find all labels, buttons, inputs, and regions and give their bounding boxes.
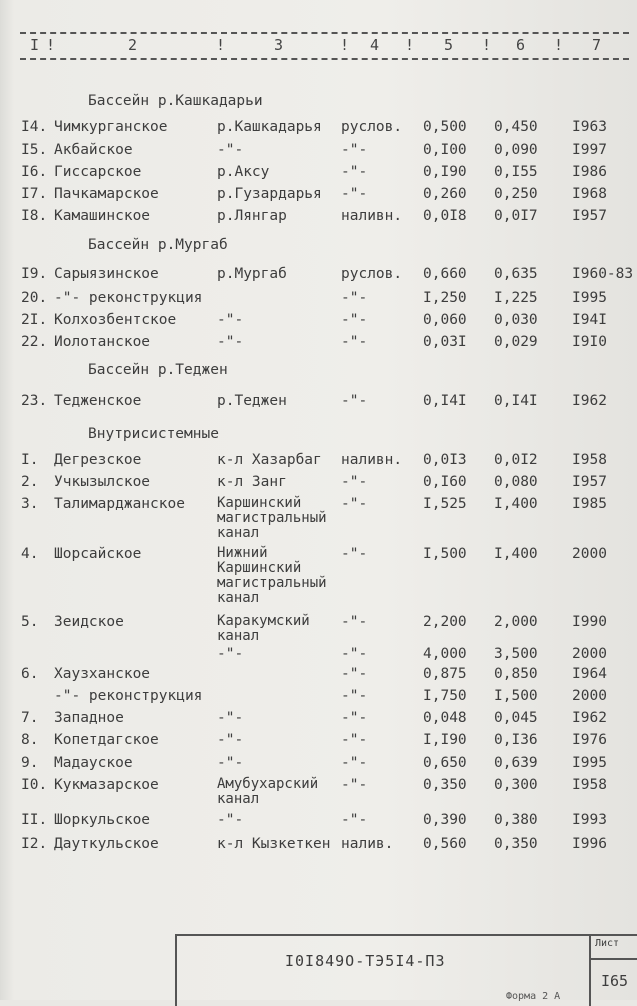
reservoir-type: -"- [341, 312, 368, 328]
row-number: I. [21, 452, 39, 468]
volume-total: 0,048 [423, 710, 467, 726]
reservoir-name: Камашинское [54, 208, 151, 224]
water-source: -"- [217, 646, 244, 662]
reservoir-name: Чимкурганское [54, 119, 168, 135]
table-row [0, 495, 637, 541]
volume-total: 4,000 [423, 646, 467, 662]
volume-useful: 0,300 [494, 777, 538, 793]
table-row [0, 119, 637, 141]
reservoir-name: Пачкамарское [54, 186, 159, 202]
column-header-7: 7 [592, 36, 602, 54]
row-number: 3. [21, 496, 39, 512]
volume-useful: 0,635 [494, 266, 538, 282]
reservoir-type: -"- [341, 334, 368, 350]
year-built: I94I [572, 312, 607, 328]
water-source: Каршинский магистральный канал [217, 495, 327, 541]
volume-total: 0,0I3 [423, 452, 467, 468]
reservoir-type: -"- [341, 142, 368, 158]
column-separator: ! [46, 36, 56, 54]
document-code: I0I849О-ТЭ5I4-ПЗ [285, 952, 446, 970]
table-row [0, 290, 637, 312]
volume-total: 0,03I [423, 334, 467, 350]
volume-useful: 0,090 [494, 142, 538, 158]
volume-useful: 0,080 [494, 474, 538, 490]
reservoir-type: -"- [341, 812, 368, 828]
year-built: I9I0 [572, 334, 607, 350]
row-number: 6. [21, 666, 39, 682]
column-header-3: 3 [274, 36, 284, 54]
table-row [0, 334, 637, 356]
row-number: I8. [21, 208, 48, 224]
section-title-murgab: Бассейн р.Мургаб [88, 237, 228, 253]
volume-total: I,750 [423, 688, 467, 704]
table-row [0, 688, 637, 710]
header-top-dashed-line [20, 32, 629, 34]
water-source: -"- [217, 732, 244, 748]
row-number: 9. [21, 755, 39, 771]
volume-useful: I,400 [494, 546, 538, 562]
table-row [0, 776, 637, 807]
column-header-4: 4 [370, 36, 380, 54]
row-number: I2. [21, 836, 48, 852]
table-row [0, 545, 637, 606]
row-number: 7. [21, 710, 39, 726]
volume-total: 0,660 [423, 266, 467, 282]
year-built: I976 [572, 732, 607, 748]
year-built: 2000 [572, 688, 607, 704]
reservoir-name: Зеидское [54, 614, 124, 630]
reservoir-name: Тедженское [54, 393, 142, 409]
table-row [0, 393, 637, 415]
volume-useful: 3,500 [494, 646, 538, 662]
reservoir-name: Сарыязинское [54, 266, 159, 282]
row-number: 2. [21, 474, 39, 490]
row-number: I0. [21, 777, 48, 793]
volume-useful: 0,450 [494, 119, 538, 135]
row-number: 4. [21, 546, 39, 562]
water-source: Нижний Каршинский магистральный канал [217, 545, 327, 606]
volume-total: 0,I4I [423, 393, 467, 409]
reservoir-type: -"- [341, 646, 368, 662]
volume-total: I,500 [423, 546, 467, 562]
volume-useful: 0,850 [494, 666, 538, 682]
volume-total: 0,875 [423, 666, 467, 682]
column-separator: ! [405, 36, 415, 54]
row-number: 5. [21, 614, 39, 630]
water-source: к-л Кызкеткен [217, 836, 331, 852]
table-row [0, 266, 637, 288]
section-title-kashkadarya: Бассейн р.Кашкадарьи [88, 93, 263, 109]
volume-useful: 0,0I2 [494, 452, 538, 468]
volume-useful: 0,639 [494, 755, 538, 771]
year-built: 2000 [572, 646, 607, 662]
table-row [0, 613, 637, 644]
year-built: I993 [572, 812, 607, 828]
row-number: 22. [21, 334, 48, 350]
reservoir-type: -"- [341, 496, 368, 512]
year-built: I962 [572, 393, 607, 409]
table-row [0, 755, 637, 777]
row-number: I4. [21, 119, 48, 135]
table-row [0, 186, 637, 208]
reservoir-name: Колхозбентское [54, 312, 177, 328]
volume-total: 0,650 [423, 755, 467, 771]
row-number: 20. [21, 290, 48, 306]
volume-useful: 0,380 [494, 812, 538, 828]
column-separator: ! [340, 36, 350, 54]
row-number: 2I. [21, 312, 48, 328]
volume-total: 0,060 [423, 312, 467, 328]
water-source: Каракумский канал [217, 613, 310, 644]
row-number: I5. [21, 142, 48, 158]
row-number: I9. [21, 266, 48, 282]
table-row [0, 142, 637, 164]
water-source: р.Лянгар [217, 208, 287, 224]
water-source: к-л Хазарбаг [217, 452, 322, 468]
reservoir-type: -"- [341, 474, 368, 490]
water-source: р.Аксу [217, 164, 270, 180]
year-built: I958 [572, 777, 607, 793]
year-built: I986 [572, 164, 607, 180]
reservoir-name: Дегрезское [54, 452, 142, 468]
volume-useful: 0,350 [494, 836, 538, 852]
volume-useful: 0,250 [494, 186, 538, 202]
water-source: р.Мургаб [217, 266, 287, 282]
reservoir-name: Мадауское [54, 755, 133, 771]
volume-total: 0,260 [423, 186, 467, 202]
year-built: I995 [572, 290, 607, 306]
sheet-label: Лист [595, 938, 620, 949]
reservoir-type: -"- [341, 290, 368, 306]
year-built: I996 [572, 836, 607, 852]
reservoir-name: Кукмазарское [54, 777, 159, 793]
reservoir-type: -"- [341, 777, 368, 793]
volume-total: 0,390 [423, 812, 467, 828]
volume-useful: 0,I36 [494, 732, 538, 748]
volume-total: I,525 [423, 496, 467, 512]
column-header-6: 6 [516, 36, 526, 54]
reservoir-type: наливн. [341, 208, 403, 224]
row-number: 23. [21, 393, 48, 409]
water-source: р.Теджен [217, 393, 287, 409]
section-title-tedzhen: Бассейн р.Теджен [88, 362, 228, 378]
table-row [0, 164, 637, 186]
volume-total: 0,560 [423, 836, 467, 852]
column-separator: ! [482, 36, 492, 54]
reservoir-name: Учкызылское [54, 474, 151, 490]
reservoir-name: -"- реконструкция [54, 290, 203, 306]
reservoir-type: -"- [341, 755, 368, 771]
year-built: I968 [572, 186, 607, 202]
column-header-row [20, 32, 629, 64]
year-built: I958 [572, 452, 607, 468]
volume-useful: 0,029 [494, 334, 538, 350]
year-built: I997 [572, 142, 607, 158]
reservoir-type: -"- [341, 732, 368, 748]
reservoir-type: налив. [341, 836, 394, 852]
reservoir-type: -"- [341, 186, 368, 202]
reservoir-name: Иолотанское [54, 334, 151, 350]
volume-total: 0,0I8 [423, 208, 467, 224]
reservoir-type: -"- [341, 164, 368, 180]
volume-total: 2,200 [423, 614, 467, 630]
reservoir-name: -"- реконструкция [54, 688, 203, 704]
water-source: к-л Занг [217, 474, 287, 490]
water-source: р.Гузардарья [217, 186, 322, 202]
reservoir-name: Талимарджанское [54, 496, 185, 512]
table-row [0, 812, 637, 834]
table-row [0, 646, 637, 668]
reservoir-name: Хаузханское [54, 666, 151, 682]
volume-useful: 0,I4I [494, 393, 538, 409]
title-block-stamp [175, 934, 637, 1006]
table-row [0, 836, 637, 858]
volume-useful: 0,0I7 [494, 208, 538, 224]
volume-total: 0,500 [423, 119, 467, 135]
section-title-internal: Внутрисистемные [88, 426, 219, 442]
column-header-5: 5 [444, 36, 454, 54]
table-row [0, 732, 637, 754]
year-built: I995 [572, 755, 607, 771]
row-number: II. [21, 812, 48, 828]
table-row [0, 474, 637, 496]
table-row [0, 312, 637, 334]
row-number: 8. [21, 732, 39, 748]
water-source: -"- [217, 312, 244, 328]
volume-useful: I,400 [494, 496, 538, 512]
form-label: Форма 2 А [506, 991, 561, 1002]
reservoir-name: Акбайское [54, 142, 133, 158]
water-source: -"- [217, 142, 244, 158]
table-row [0, 710, 637, 732]
water-source: -"- [217, 812, 244, 828]
volume-useful: 0,030 [494, 312, 538, 328]
volume-useful: I,225 [494, 290, 538, 306]
reservoir-type: -"- [341, 614, 368, 630]
column-separator: ! [216, 36, 226, 54]
year-built: I957 [572, 208, 607, 224]
column-header-1: I [30, 36, 40, 54]
column-separator: ! [554, 36, 564, 54]
year-built: 2000 [572, 546, 607, 562]
water-source: -"- [217, 755, 244, 771]
volume-total: I,250 [423, 290, 467, 306]
year-built: I960-83 [572, 266, 634, 282]
water-source: Амубухарский канал [217, 776, 319, 807]
reservoir-type: -"- [341, 546, 368, 562]
year-built: I963 [572, 119, 607, 135]
year-built: I990 [572, 614, 607, 630]
reservoir-type: -"- [341, 393, 368, 409]
reservoir-type: наливн. [341, 452, 403, 468]
year-built: I964 [572, 666, 607, 682]
table-row [0, 452, 637, 474]
year-built: I962 [572, 710, 607, 726]
table-row [0, 666, 637, 688]
water-source: р.Кашкадарья [217, 119, 322, 135]
volume-total: 0,I90 [423, 164, 467, 180]
water-source: -"- [217, 710, 244, 726]
volume-useful: 0,045 [494, 710, 538, 726]
sheet-number: I65 [601, 972, 629, 990]
volume-useful: I,500 [494, 688, 538, 704]
year-built: I985 [572, 496, 607, 512]
year-built: I957 [572, 474, 607, 490]
column-header-2: 2 [128, 36, 138, 54]
stamp-divider [589, 936, 591, 1006]
table-row [0, 208, 637, 230]
reservoir-type: -"- [341, 688, 368, 704]
volume-useful: 2,000 [494, 614, 538, 630]
reservoir-name: Дауткульское [54, 836, 159, 852]
reservoir-name: Западное [54, 710, 124, 726]
volume-total: I,I90 [423, 732, 467, 748]
reservoir-type: -"- [341, 710, 368, 726]
row-number: I7. [21, 186, 48, 202]
stamp-divider [589, 958, 637, 960]
volume-total: 0,350 [423, 777, 467, 793]
reservoir-type: -"- [341, 666, 368, 682]
volume-useful: 0,I55 [494, 164, 538, 180]
reservoir-type: руслов. [341, 119, 403, 135]
volume-total: 0,I00 [423, 142, 467, 158]
reservoir-name: Гиссарское [54, 164, 142, 180]
header-bottom-dashed-line [20, 58, 629, 60]
reservoir-name: Шорсайское [54, 546, 142, 562]
water-source: -"- [217, 334, 244, 350]
row-number: I6. [21, 164, 48, 180]
reservoir-type: руслов. [341, 266, 403, 282]
reservoir-name: Шоркульское [54, 812, 151, 828]
volume-total: 0,I60 [423, 474, 467, 490]
reservoir-name: Копетдагское [54, 732, 159, 748]
